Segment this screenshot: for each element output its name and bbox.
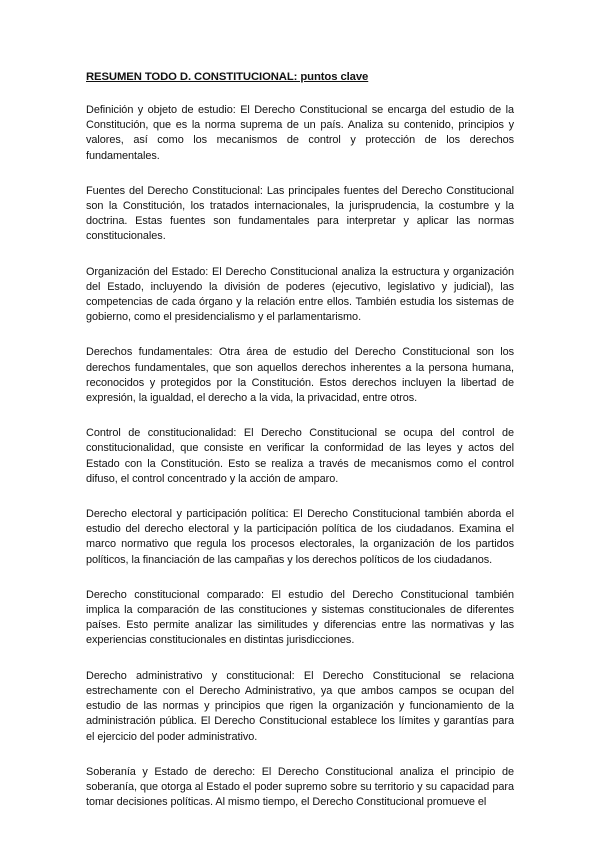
paragraph-control-constitucionalidad: Control de constitucionalidad: El Derecho Constitucional se ocupa del control de constitucionalidad, que consiste en verificar la conformidad de las leyes y actos del Estado con la Constitución. Esto se realiza a través de mecanismos como el control difuso, el control concentrado y la acción de amparo. [86,427,514,485]
paragraph-organizacion: Organización del Estado: El Derecho Constitucional analiza la estructura y organización del Estado, incluyendo la división de poderes (ejecutivo, legislativo y judicial), las competencias de cada órgano y la relación entre ellos. También estudia los sistemas de gobierno, como el presidencialismo y el parlamentarismo. [86,265,514,324]
document-body [86,70,514,810]
document-title: RESUMEN TODO D. CONSTITUCIONAL: puntos clave [86,71,369,83]
paragraph-derecho-electoral: Derecho electoral y participación política: El Derecho Constitucional también aborda el estudio del derecho electoral y la participación política de los ciudadanos. Examina el marco normativo que regula los procesos electorales, la organización de los partidos políticos, la financiación de las campañas y los derechos políticos de los ciudadanos. [86,508,514,566]
paragraph-derechos-fundamentales: Derechos fundamentales: Otra área de estudio del Derecho Constitucional son los derechos fundamentales, que son aquellos derechos inherentes a la persona humana, reconocidos y protegidos por la Constitución. Estos derechos incluyen la libertad de expresión, la igualdad, el derecho a la vida, la privacidad, entre otros. [86,346,514,405]
paragraph-definicion: Definición y objeto de estudio: El Derecho Constitucional se encarga del estudio de la Constitución, que es la norma suprema de un país. Analiza su contenido, principios y valores, así como los mecanismos de control y protección de los derechos fundamentales. [86,104,514,162]
paragraph-derecho-comparado: Derecho constitucional comparado: El estudio del Derecho Constitucional también implica la comparación de las constituciones y sistemas constitucionales de diferentes países. Esto permite analizar las similitudes y diferencias entre las normativas y las experiencias constitucionales en distintas jurisdicciones. [86,588,514,647]
paragraph-fuentes: Fuentes del Derecho Constitucional: Las principales fuentes del Derecho Constitucional son la Constitución, los tratados internacionales, la jurisprudencia, la costumbre y la doctrina. Estas fuentes son fundamentales para interpretar y aplicar las normas constitucionales. [86,184,514,243]
paragraph-derecho-administrativo: Derecho administrativo y constitucional: El Derecho Constitucional se relaciona estrechamente con el Derecho Administrativo, ya que ambos campos se ocupan del estudio de las normas y principios que rigen la organización y funcionamiento de la administración pública. El Derecho Constitucional establece los límites y garantías para el ejercicio del poder administrativo. [86,669,514,743]
paragraph-soberania: Soberanía y Estado de derecho: El Derecho Constitucional analiza el principio de soberanía, que otorga al Estado el poder supremo sobre su territorio y su capacidad para tomar decisiones políticas. Al mismo tiempo, el Derecho Constitucional promueve el [86,765,514,809]
